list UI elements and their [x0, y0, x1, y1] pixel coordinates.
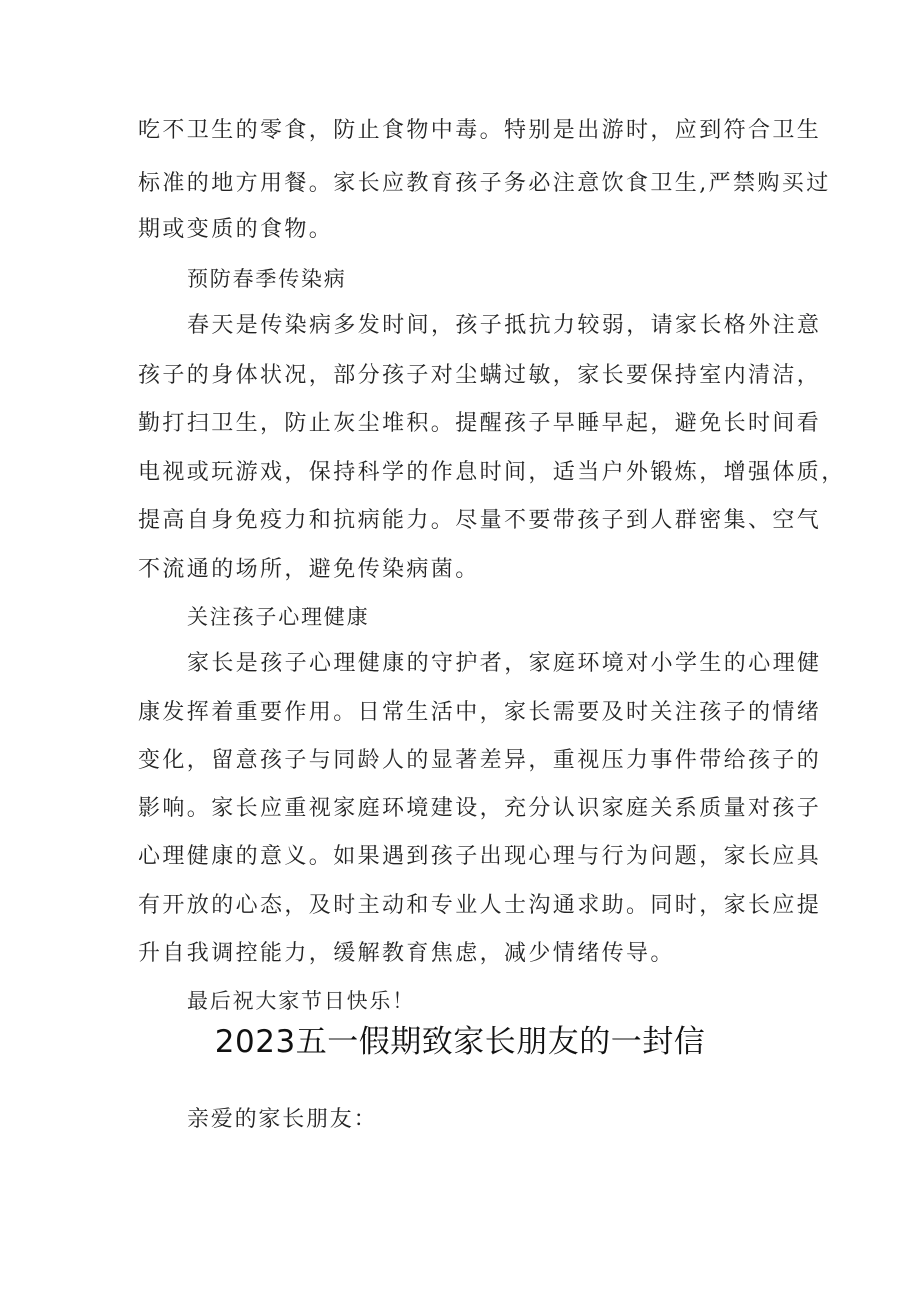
mental-line-2: 康发挥着重要作用。日常生活中，家长需要及时关注孩子的情绪 [138, 700, 822, 725]
letter-title: 2023五一假期致家长朋友的一封信 [214, 1024, 706, 1060]
mental-line-3: 变化，留意孩子与同龄人的显著差异，重视压力事件带给孩子的 [138, 748, 822, 773]
intro-line-3: 期或变质的食物。 [138, 217, 334, 242]
spring-line-4: 电视或玩游戏，保持科学的作息时间，适当户外锻炼，增强体质， [138, 460, 846, 485]
spring-line-1: 春天是传染病多发时间，孩子抵抗力较弱，请家长格外注意 [187, 313, 822, 338]
section-heading-mental: 关注孩子心理健康 [187, 605, 370, 629]
closing-line: 最后祝大家节日快乐！ [187, 989, 415, 1013]
salutation: 亲爱的家长朋友： [187, 1107, 378, 1132]
mental-line-5: 心理健康的意义。如果遇到孩子出现心理与行为问题，家长应具 [138, 844, 822, 869]
intro-line-2: 标准的地方用餐。家长应教育孩子务必注意饮食卫生,严禁购买过 [138, 171, 831, 196]
spring-line-3: 勤打扫卫生，防止灰尘堆积。提醒孩子早睡早起，避免长时间看 [138, 411, 822, 436]
mental-line-6: 有开放的心态，及时主动和专业人士沟通求助。同时，家长应提 [138, 893, 822, 918]
mental-line-4: 影响。家长应重视家庭环境建设，充分认识家庭关系质量对孩子 [138, 796, 822, 821]
section-heading-spring: 预防春季传染病 [187, 267, 347, 291]
spring-line-5: 提高自身免疫力和抗病能力。尽量不要带孩子到人群密集、空气 [138, 508, 822, 533]
mental-line-7: 升自我调控能力，缓解教育焦虑，减少情绪传导。 [138, 941, 675, 966]
mental-line-1: 家长是孩子心理健康的守护者，家庭环境对小学生的心理健 [187, 651, 822, 676]
intro-line-1: 吃不卫生的零食，防止食物中毒。特别是出游时，应到符合卫生 [138, 118, 822, 143]
spring-line-6: 不流通的场所，避免传染病菌。 [138, 557, 480, 582]
spring-line-2: 孩子的身体状况，部分孩子对尘螨过敏，家长要保持室内清洁， [138, 363, 822, 388]
